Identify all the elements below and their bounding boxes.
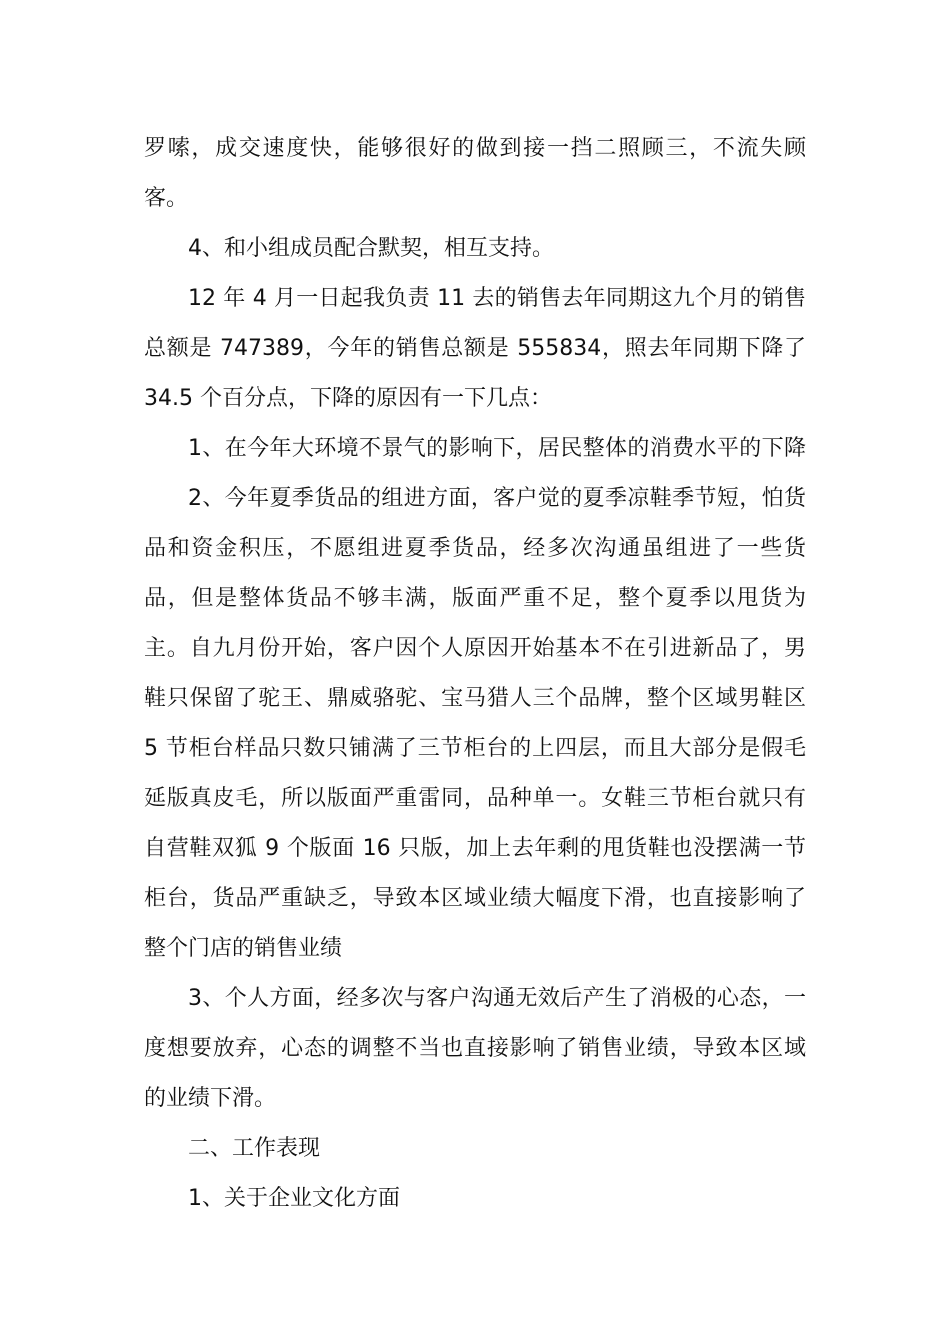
text-line: 柜台，货品严重缺乏，导致本区域业绩大幅度下滑，也直接影响了 bbox=[144, 886, 806, 911]
text-line: 5 节柜台样品只数只铺满了三节柜台的上四层，而且大部分是假毛 bbox=[144, 736, 806, 761]
text-line: 客。 bbox=[144, 186, 189, 211]
section-heading: 二、工作表现 bbox=[188, 1136, 321, 1161]
text-line: 2、今年夏季货品的组进方面，客户觉的夏季凉鞋季节短，怕货 bbox=[188, 486, 806, 511]
text-line: 品和资金积压，不愿组进夏季货品，经多次沟通虽组进了一些货 bbox=[144, 536, 806, 561]
text-line: 12 年 4 月一日起我负责 11 去的销售去年同期这九个月的销售 bbox=[188, 286, 806, 311]
text-line: 主。自九月份开始，客户因个人原因开始基本不在引进新品了，男 bbox=[144, 636, 806, 661]
text-line: 鞋只保留了驼王、鼎威骆驼、宝马猎人三个品牌，整个区域男鞋区 bbox=[144, 686, 806, 711]
text-line: 的业绩下滑。 bbox=[144, 1086, 277, 1111]
text-line: 34.5 个百分点，下降的原因有一下几点： bbox=[144, 386, 552, 411]
text-line: 品，但是整体货品不够丰满，版面严重不足，整个夏季以甩货为 bbox=[144, 586, 806, 611]
text-line: 度想要放弃，心态的调整不当也直接影响了销售业绩，导致本区域 bbox=[144, 1036, 806, 1061]
text-line: 3、个人方面，经多次与客户沟通无效后产生了消极的心态，一 bbox=[188, 986, 806, 1011]
text-line: 自营鞋双狐 9 个版面 16 只版，加上去年剩的甩货鞋也没摆满一节 bbox=[144, 836, 806, 861]
body-text bbox=[144, 124, 806, 1224]
text-line: 4、和小组成员配合默契，相互支持。 bbox=[188, 236, 554, 261]
text-line: 罗嗦，成交速度快，能够很好的做到接一挡二照顾三，不流失顾 bbox=[144, 136, 806, 161]
text-line: 延版真皮毛，所以版面严重雷同，品种单一。女鞋三节柜台就只有 bbox=[144, 786, 806, 811]
text-line: 整个门店的销售业绩 bbox=[144, 936, 343, 961]
text-line: 1、在今年大环境不景气的影响下，居民整体的消费水平的下降 bbox=[188, 436, 806, 461]
subsection-heading: 1、关于企业文化方面 bbox=[188, 1186, 400, 1211]
text-line: 总额是 747389，今年的销售总额是 555834，照去年同期下降了 bbox=[144, 336, 806, 361]
